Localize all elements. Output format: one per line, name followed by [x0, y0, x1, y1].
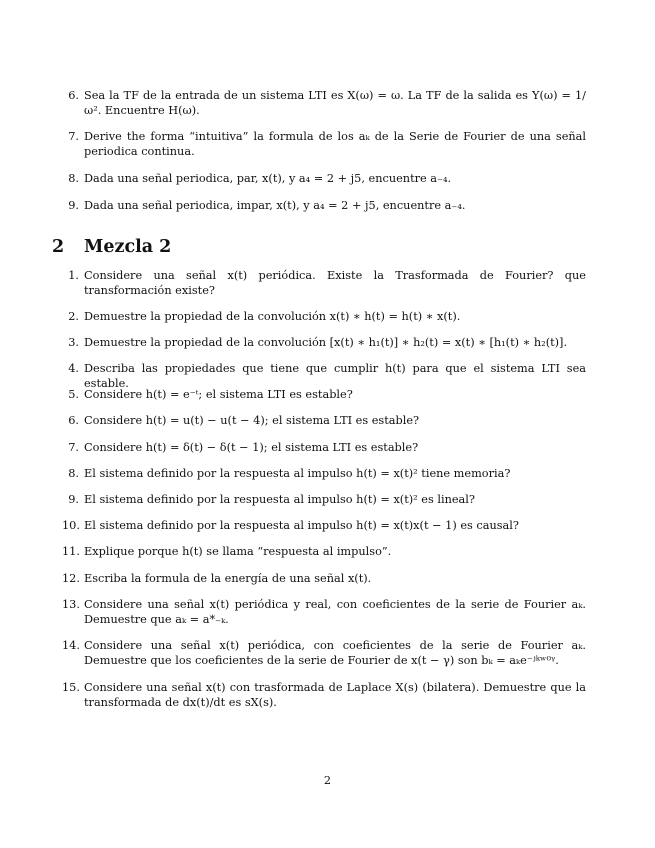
- item-number: 8.: [68, 172, 79, 185]
- item-number: 7.: [68, 441, 79, 454]
- item-text: Describa las propiedades que tiene que cumplir h(t) para que el sistema LTI sea estable.: [84, 362, 586, 390]
- list-item: [62, 518, 586, 533]
- item-number: 5.: [68, 388, 79, 401]
- list-item: [62, 387, 586, 402]
- item-number: 11.: [62, 545, 80, 558]
- item-number: 12.: [62, 572, 80, 585]
- item-text: El sistema definido por la respuesta al impulso h(t) = x(t)x(t − 1) es causal?: [84, 519, 519, 532]
- item-number: 9.: [68, 199, 79, 212]
- list-item: [62, 413, 586, 428]
- item-text: El sistema definido por la respuesta al impulso h(t) = x(t)² tiene memoria?: [84, 467, 511, 480]
- list-item: [62, 680, 586, 710]
- list-item: [62, 129, 586, 159]
- item-number: 13.: [62, 598, 80, 611]
- list-item: [62, 309, 586, 324]
- item-text: Considere h(t) = u(t) − u(t − 4); el sistema LTI es estable?: [84, 414, 420, 427]
- item-number: 9.: [68, 493, 79, 506]
- item-text: Sea la TF de la entrada de un sistema LTI es X(ω) = ω. La TF de la salida es Y(ω) = 1/ω². Encuentre H(ω).: [84, 89, 586, 117]
- item-text: Considere h(t) = δ(t) − δ(t − 1); el sistema LTI es estable?: [84, 441, 419, 454]
- list-item: [62, 88, 586, 118]
- item-text: Derive the forma “intuitiva” la formula de los aₖ de la Serie de Fourier de una señal periodica continua.: [84, 130, 586, 158]
- item-number: 7.: [68, 130, 79, 143]
- page-number: 2: [323, 774, 332, 787]
- item-text: Demuestre la propiedad de la convolución [x(t) ∗ h₁(t)] ∗ h₂(t) = x(t) ∗ [h₁(t) ∗ h₂(t)].: [84, 336, 568, 349]
- list-item: [62, 440, 586, 455]
- item-text: Escriba la formula de la energía de una señal x(t).: [84, 572, 372, 585]
- item-number: 14.: [62, 639, 80, 652]
- item-number: 6.: [68, 414, 79, 427]
- list-item: [62, 466, 586, 481]
- item-text: Considere una señal x(t) periódica, con coeficientes de la serie de Fourier aₖ. Demuestre que los coeficientes de la serie de Fourier de x(t − γ) son bₖ = aₖe⁻ʲᵏʷ⁰ᵞ.: [84, 639, 586, 667]
- item-text: Considere h(t) = e⁻ᵗ; el sistema LTI es estable?: [84, 388, 353, 401]
- section-number: 2: [52, 237, 65, 257]
- list-item: [62, 638, 586, 668]
- list-item: [62, 198, 586, 213]
- list-item: [62, 571, 586, 586]
- item-number: 4.: [68, 362, 79, 375]
- item-number: 8.: [68, 467, 79, 480]
- item-text: Explique porque h(t) se llama “respuesta al impulso”.: [84, 545, 392, 558]
- item-text: Considere una señal x(t) con trasformada de Laplace X(s) (bilatera). Demuestre que la transformada de dx(t)/dt es sX(s).: [84, 681, 586, 709]
- item-text: Dada una señal periodica, par, x(t), y a₄ = 2 + j5, encuentre a₋₄.: [84, 172, 452, 185]
- item-text: El sistema definido por la respuesta al impulso h(t) = x(t)² es lineal?: [84, 493, 475, 506]
- list-item: [62, 597, 586, 627]
- item-number: 2.: [68, 310, 79, 323]
- item-text: Demuestre la propiedad de la convolución x(t) ∗ h(t) = h(t) ∗ x(t).: [84, 310, 461, 323]
- item-text: Considere una señal x(t) periódica. Existe la Trasformada de Fourier? que transformación existe?: [84, 269, 586, 297]
- item-number: 1.: [68, 269, 79, 282]
- list-item: [62, 171, 586, 186]
- item-text: Dada una señal periodica, impar, x(t), y a₄ = 2 + j5, encuentre a₋₄.: [84, 199, 466, 212]
- item-number: 3.: [68, 336, 79, 349]
- list-item: [62, 544, 586, 559]
- section-heading: [52, 236, 171, 258]
- item-text: Considere una señal x(t) periódica y real, con coeficientes de la serie de Fourier aₖ. Demuestre que aₖ = a*₋ₖ.: [84, 598, 586, 626]
- list-item: [62, 268, 586, 298]
- item-number: 6.: [68, 89, 79, 102]
- list-item: [62, 492, 586, 507]
- list-item: [62, 335, 586, 350]
- item-number: 15.: [62, 681, 80, 694]
- item-number: 10.: [62, 519, 80, 532]
- section-title: Mezcla 2: [84, 237, 172, 257]
